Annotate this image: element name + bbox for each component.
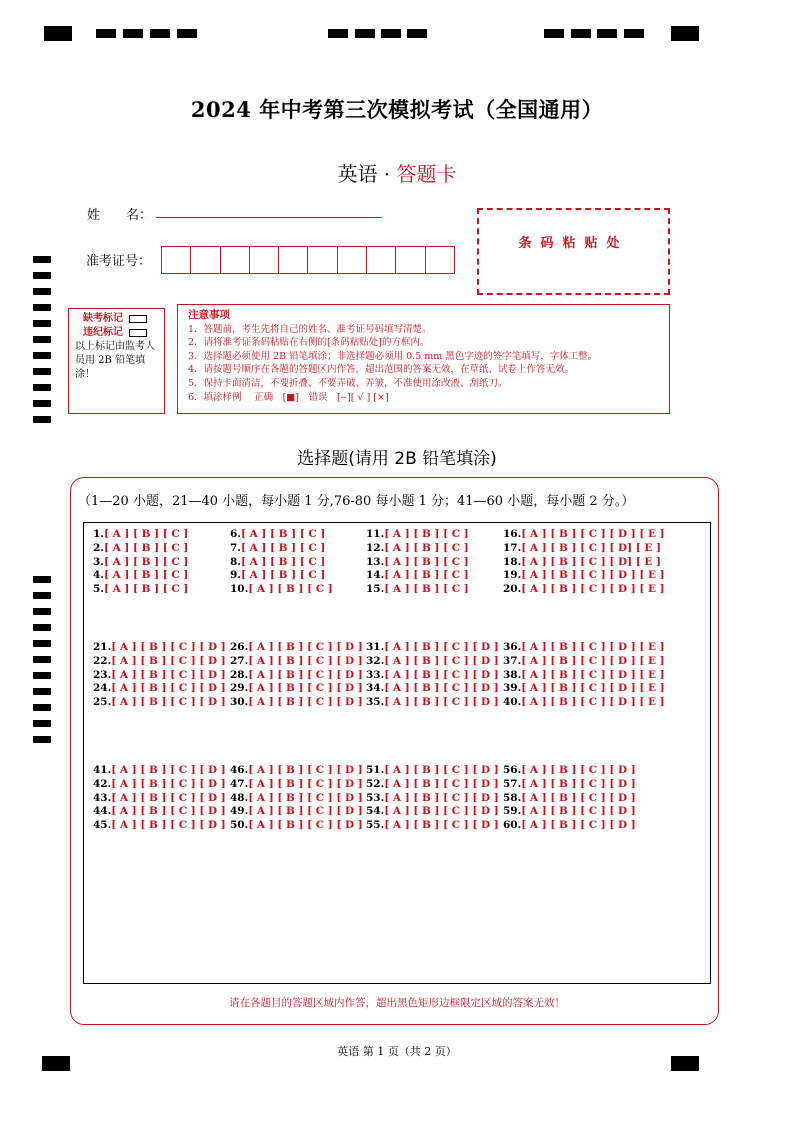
answer-bubbles[interactable]: [ A ] [ B ] [ C ] [384, 583, 469, 596]
question-number: 56. [503, 764, 522, 776]
timing-mark [33, 352, 51, 359]
question-row [93, 764, 226, 777]
question-number: 9. [230, 569, 241, 582]
timing-mark [33, 320, 51, 327]
timing-mark [33, 384, 51, 391]
timing-mark [33, 272, 51, 279]
timing-mark [33, 592, 51, 599]
question-number: 6. [230, 528, 241, 540]
question-row [93, 528, 188, 541]
page-footer: 英语 第 1 页（共 2 页） [337, 1045, 457, 1058]
question-number: 52. [366, 777, 385, 790]
registration-mark [44, 26, 72, 41]
notice-item: 3．选择题必须使用 2B 铅笔填涂；非选择题必须用 0.5 mm 黑色字迹的签字笔填写，字体工整。 [188, 350, 598, 362]
answer-bubbles[interactable]: [ A ] [ B ] [ C ] [240, 555, 326, 568]
answer-bubbles[interactable]: [ A ] [ B ] [ C ] [248, 583, 333, 596]
question-number: 59. [503, 805, 522, 818]
answer-bubbles[interactable]: [ A ] [ B ] [ C ] [240, 569, 326, 582]
question-row [503, 792, 636, 805]
question-row [230, 655, 363, 668]
timing-mark [33, 688, 51, 695]
violation-label: 违纪标记 [83, 327, 123, 338]
question-row [503, 764, 636, 777]
question-number: 22. [93, 654, 112, 667]
question-row [230, 764, 363, 777]
question-number: 40. [503, 696, 522, 709]
question-number: 1. [93, 528, 104, 540]
question-number: 11. [366, 528, 385, 540]
question-number: 39. [503, 682, 522, 695]
answer-bubbles[interactable]: [ A ] [ B ] [ C ] [240, 541, 326, 554]
exam-id-cell[interactable] [367, 247, 396, 273]
registration-mark [571, 29, 591, 38]
exam-id-label: 准考证号： [86, 254, 152, 269]
question-number: 49. [230, 805, 249, 818]
question-number: 7. [230, 541, 241, 554]
answer-bubbles[interactable]: [ A ] [ B ] [ C ] [384, 541, 469, 554]
absent-checkbox[interactable] [129, 315, 147, 323]
answer-bubbles[interactable]: [ A ] [ B ] [ C ] [384, 569, 469, 582]
answer-bubbles[interactable]: [ A ] [ B ] [ C ] [ D ] [521, 791, 636, 804]
registration-mark [597, 29, 617, 38]
answer-bubbles[interactable]: [ A ] [ B ] [ C ] [ D ] [111, 791, 226, 804]
question-number: 4. [93, 569, 104, 582]
question-row [503, 583, 665, 596]
question-number: 19. [503, 569, 522, 582]
question-row [230, 696, 363, 709]
question-number: 18. [503, 555, 522, 568]
question-row [93, 583, 188, 596]
question-number: 58. [503, 791, 522, 804]
registration-mark [624, 29, 644, 38]
answer-bubbles[interactable]: [ A ] [ B ] [ C ] [ D ] [248, 641, 363, 653]
name-field[interactable] [156, 217, 382, 218]
answer-bubbles[interactable]: [ A ] [ B ] [ C ] [103, 528, 189, 540]
answer-card-label: 答题卡 [396, 162, 457, 186]
question-number: 5. [93, 583, 104, 596]
question-number: 48. [230, 791, 249, 804]
timing-mark [33, 656, 51, 663]
question-row [93, 655, 226, 668]
exam-id-cell[interactable] [308, 247, 337, 273]
question-row [366, 528, 469, 541]
question-number: 37. [503, 654, 522, 667]
answer-bubbles[interactable]: [ A ] [ B ] [ C ] [103, 569, 189, 582]
question-row [503, 819, 636, 832]
answer-bubbles[interactable]: [ A ] [ B ] [ C ] [ D ] [521, 777, 636, 790]
answer-bubbles[interactable]: [ A ] [ B ] [ C ] [ D ] [384, 805, 499, 818]
question-number: 21. [93, 641, 112, 653]
notice-box [177, 304, 670, 414]
question-number: 28. [230, 668, 249, 681]
exam-id-cell[interactable] [221, 247, 250, 273]
registration-mark [355, 29, 375, 38]
question-number: 38. [503, 668, 522, 681]
question-number: 45. [93, 819, 112, 832]
answer-bubbles[interactable]: [ A ] [ B ] [ C ] [ D ] [111, 805, 226, 818]
question-row [230, 819, 363, 832]
answer-bubbles[interactable]: [ A ] [ B ] [ C ] [ D ] [384, 791, 499, 804]
answer-bubbles[interactable]: [ A ] [ B ] [ C ] [ D ] [111, 819, 226, 832]
question-row [366, 682, 499, 695]
question-number: 26. [230, 641, 249, 653]
answer-bubbles[interactable]: [ A ] [ B ] [ C ] [240, 528, 326, 540]
registration-mark [671, 26, 699, 41]
question-row [93, 669, 226, 682]
timing-mark [33, 256, 51, 263]
registration-mark [123, 29, 143, 38]
question-row [503, 528, 665, 541]
question-row [366, 805, 499, 818]
absent-mark-box [68, 308, 165, 414]
question-row [230, 542, 325, 555]
name-label: 姓 名： [87, 208, 153, 223]
question-number: 60. [503, 819, 522, 832]
answer-bubbles[interactable]: [ A ] [ B ] [ C ] [ D ] [ E ] [521, 654, 665, 667]
question-row [230, 569, 325, 582]
barcode-label: 条码粘贴处 [518, 236, 629, 251]
notice-item: 5．保持卡面清洁，不要折叠、不要弄破、弄皱，不准使用涂改液、刮纸刀。 [188, 377, 508, 389]
question-row [366, 655, 499, 668]
answer-bubbles[interactable]: [ A ] [ B ] [ C ] [384, 555, 469, 568]
timing-mark [33, 608, 51, 615]
question-number: 46. [230, 764, 249, 776]
exam-id-cell[interactable] [426, 247, 454, 273]
answer-bubbles[interactable]: [ A ] [ B ] [ C ] [ D ] [ E ] [521, 641, 665, 653]
question-row [230, 641, 363, 654]
question-row [93, 805, 226, 818]
question-number: 3. [93, 555, 104, 568]
question-row [366, 569, 469, 582]
answer-bubbles[interactable]: [ A ] [ B ] [ C ] [ D ] [384, 682, 499, 695]
timing-mark [33, 624, 51, 631]
question-row [230, 583, 333, 596]
notice-title: 注意事项 [188, 309, 230, 321]
subtitle [0, 158, 794, 187]
question-row [93, 542, 188, 555]
timing-mark [33, 672, 51, 679]
question-row [93, 556, 188, 569]
answer-bubbles[interactable]: [ A ] [ B ] [ C ] [ D ] [ E ] [521, 528, 665, 540]
answer-bubbles[interactable]: [ A ] [ B ] [ C ] [ D ] [248, 764, 363, 776]
answer-bubbles[interactable]: [ A ] [ B ] [ C ] [ D ] [248, 819, 363, 832]
question-number: 25. [93, 696, 112, 709]
answer-bubbles[interactable]: [ A ] [ B ] [ C ] [ D ] [248, 777, 363, 790]
question-row [93, 778, 226, 791]
answer-bubbles[interactable]: [ A ] [ B ] [ C ] [ D ] [111, 764, 226, 776]
question-number: 23. [93, 668, 112, 681]
question-number: 53. [366, 791, 385, 804]
absent-label: 缺考标记 [83, 313, 123, 324]
question-row [503, 682, 665, 695]
question-number: 36. [503, 641, 522, 653]
question-row [93, 819, 226, 832]
subject-label: 英语 · [337, 162, 397, 186]
answer-bubbles[interactable]: [ A ] [ B ] [ C ] [ D ] [111, 668, 226, 681]
question-row [503, 696, 665, 709]
question-row [366, 669, 499, 682]
answer-bubbles[interactable]: [ A ] [ B ] [ C ] [ D ] [111, 696, 226, 709]
question-row [230, 682, 363, 695]
timing-mark [33, 400, 51, 407]
answer-bubbles[interactable]: [ A ] [ B ] [ C ] [ D ] [248, 791, 363, 804]
answer-bubbles[interactable]: [ A ] [ B ] [ C ] [ D ] [384, 696, 499, 709]
exam-id-cell[interactable] [250, 247, 279, 273]
question-row [230, 556, 325, 569]
question-number: 50. [230, 819, 249, 832]
question-number: 15. [366, 583, 385, 596]
registration-mark [407, 29, 427, 38]
question-number: 43. [93, 791, 112, 804]
answer-bubbles[interactable]: [ A ] [ B ] [ C ] [ D ] [111, 641, 226, 653]
answer-bubbles[interactable]: [ A ] [ B ] [ C ] [384, 528, 469, 540]
question-number: 35. [366, 696, 385, 709]
question-row [503, 805, 636, 818]
exam-id-cell[interactable] [191, 247, 220, 273]
question-row [230, 669, 363, 682]
notice-item: 4．请按题号顺序在各题的答题区内作答，超出范围的答案无效，在草纸、试卷上作答无效。 [188, 364, 575, 376]
answer-bubbles[interactable]: [ A ] [ B ] [ C ] [ D ] [ E ] [521, 696, 665, 709]
answer-bubbles[interactable]: [ A ] [ B ] [ C ] [ D ] [384, 764, 499, 776]
scoring-instructions: （1—20 小题，21—40 小题，每小题 1 分,76-80 每小题 1 分；41—60 小题，每小题 2 分。） [78, 494, 635, 509]
answer-bubbles[interactable]: [ A ] [ B ] [ C ] [ D] [ E ] [521, 541, 661, 554]
answer-bubbles[interactable]: [ A ] [ B ] [ C ] [ D ] [384, 819, 499, 832]
question-number: 30. [230, 696, 249, 709]
timing-mark [33, 416, 51, 423]
question-row [366, 641, 499, 654]
question-row [366, 583, 469, 596]
exam-id-cell[interactable] [396, 247, 425, 273]
question-row [503, 669, 665, 682]
answer-bubbles[interactable]: [ A ] [ B ] [ C ] [ D ] [111, 682, 226, 695]
answer-bubbles[interactable]: [ A ] [ B ] [ C ] [103, 541, 189, 554]
answer-bubbles[interactable]: [ A ] [ B ] [ C ] [103, 583, 189, 596]
question-number: 20. [503, 583, 522, 596]
answer-bubbles[interactable]: [ A ] [ B ] [ C ] [ D ] [ E ] [521, 583, 665, 596]
notice-item: 2．请将准考证条码粘贴在右侧的[条码粘贴处]的方框内。 [188, 337, 430, 349]
registration-mark [150, 29, 170, 38]
answer-bubbles[interactable]: [ A ] [ B ] [ C ] [ D ] [384, 641, 499, 653]
notice-item: 1．答题前，考生先将自己的姓名、准考证号码填写清楚。 [188, 323, 432, 335]
question-number: 51. [366, 764, 385, 776]
answer-bubbles[interactable]: [ A ] [ B ] [ C ] [ D ] [384, 654, 499, 667]
answer-bubbles[interactable]: [ A ] [ B ] [ C ] [ D] [ E ] [521, 555, 661, 568]
question-number: 17. [503, 541, 522, 554]
question-row [93, 641, 226, 654]
question-number: 34. [366, 682, 385, 695]
question-number: 2. [93, 541, 104, 554]
question-number: 8. [230, 555, 241, 568]
answer-bubbles[interactable]: [ A ] [ B ] [ C ] [ D ] [521, 819, 636, 832]
answer-bubbles[interactable]: [ A ] [ B ] [ C ] [ D ] [384, 668, 499, 681]
question-number: 13. [366, 555, 385, 568]
question-number: 10. [230, 583, 249, 596]
question-number: 55. [366, 819, 385, 832]
timing-mark [33, 576, 51, 583]
registration-mark [328, 29, 348, 38]
question-row [366, 556, 469, 569]
question-number: 24. [93, 682, 112, 695]
question-row [503, 641, 665, 654]
answer-bubbles[interactable]: [ A ] [ B ] [ C ] [ D ] [111, 777, 226, 790]
question-number: 12. [366, 541, 385, 554]
exam-id-cell[interactable] [338, 247, 367, 273]
answer-bubbles[interactable]: [ A ] [ B ] [ C ] [ D ] [248, 668, 363, 681]
question-row [503, 542, 661, 555]
answer-bubbles[interactable]: [ A ] [ B ] [ C ] [ D ] [248, 654, 363, 667]
timing-mark [33, 368, 51, 375]
question-number: 33. [366, 668, 385, 681]
question-row [230, 778, 363, 791]
question-number: 29. [230, 682, 249, 695]
question-number: 54. [366, 805, 385, 818]
answer-bubbles[interactable]: [ A ] [ B ] [ C ] [103, 555, 189, 568]
registration-mark [381, 29, 401, 38]
answer-bubbles[interactable]: [ A ] [ B ] [ C ] [ D ] [ E ] [521, 682, 665, 695]
question-row [366, 764, 499, 777]
question-number: 31. [366, 641, 385, 653]
timing-mark [33, 288, 51, 295]
question-row [366, 542, 469, 555]
answer-bubbles[interactable]: [ A ] [ B ] [ C ] [ D ] [248, 696, 363, 709]
question-row [366, 792, 499, 805]
question-row [366, 696, 499, 709]
page-title: 2024 年中考第三次模拟考试（全国通用） [190, 97, 604, 122]
section-heading: 选择题(请用 2B 铅笔填涂) [297, 449, 497, 469]
answer-bubbles[interactable]: [ A ] [ B ] [ C ] [ D ] [521, 764, 636, 776]
notice-item: 6．填涂样例 正确 [■] 错误 [--][ √ ] [×] [188, 391, 389, 403]
answer-bubbles[interactable]: [ A ] [ B ] [ C ] [ D ] [248, 682, 363, 695]
answer-region-warning: 请在各题目的答题区域内作答，超出黑色矩形边框限定区域的答案无效！ [229, 997, 565, 1009]
question-row [230, 805, 363, 818]
barcode-area [477, 208, 670, 295]
timing-mark [33, 304, 51, 311]
question-number: 41. [93, 764, 112, 776]
timing-mark [33, 640, 51, 647]
question-row [366, 819, 499, 832]
answer-bubbles[interactable]: [ A ] [ B ] [ C ] [ D ] [ E ] [521, 668, 665, 681]
answer-bubbles[interactable]: [ A ] [ B ] [ C ] [ D ] [384, 777, 499, 790]
timing-mark [33, 720, 51, 727]
question-number: 16. [503, 528, 522, 540]
question-number: 47. [230, 777, 249, 790]
exam-id-cell[interactable] [279, 247, 308, 273]
question-row [366, 778, 499, 791]
question-number: 44. [93, 805, 112, 818]
absent-note: 以上标记由监考人员用 2B 铅笔填涂！ [75, 341, 155, 380]
answer-bubbles[interactable]: [ A ] [ B ] [ C ] [ D ] [521, 805, 636, 818]
question-row [93, 792, 226, 805]
question-row [503, 778, 636, 791]
timing-mark [33, 736, 51, 743]
question-number: 14. [366, 569, 385, 582]
question-row [503, 655, 665, 668]
registration-mark [177, 29, 197, 38]
timing-mark [33, 336, 51, 343]
exam-id-cell[interactable] [162, 247, 191, 273]
question-row [503, 569, 665, 582]
registration-mark [544, 29, 564, 38]
question-number: 42. [93, 777, 112, 790]
question-row [230, 792, 363, 805]
violation-checkbox[interactable] [129, 329, 147, 337]
answer-bubbles[interactable]: [ A ] [ B ] [ C ] [ D ] [248, 805, 363, 818]
answer-bubbles[interactable]: [ A ] [ B ] [ C ] [ D ] [ E ] [521, 569, 665, 582]
question-number: 57. [503, 777, 522, 790]
question-number: 32. [366, 654, 385, 667]
question-number: 27. [230, 654, 249, 667]
exam-id-grid[interactable] [161, 246, 455, 274]
timing-mark [33, 704, 51, 711]
registration-mark [96, 29, 116, 38]
question-row [93, 696, 226, 709]
answer-bubbles[interactable]: [ A ] [ B ] [ C ] [ D ] [111, 654, 226, 667]
question-row [230, 528, 325, 541]
question-row [93, 569, 188, 582]
question-row [93, 682, 226, 695]
question-row [503, 556, 661, 569]
